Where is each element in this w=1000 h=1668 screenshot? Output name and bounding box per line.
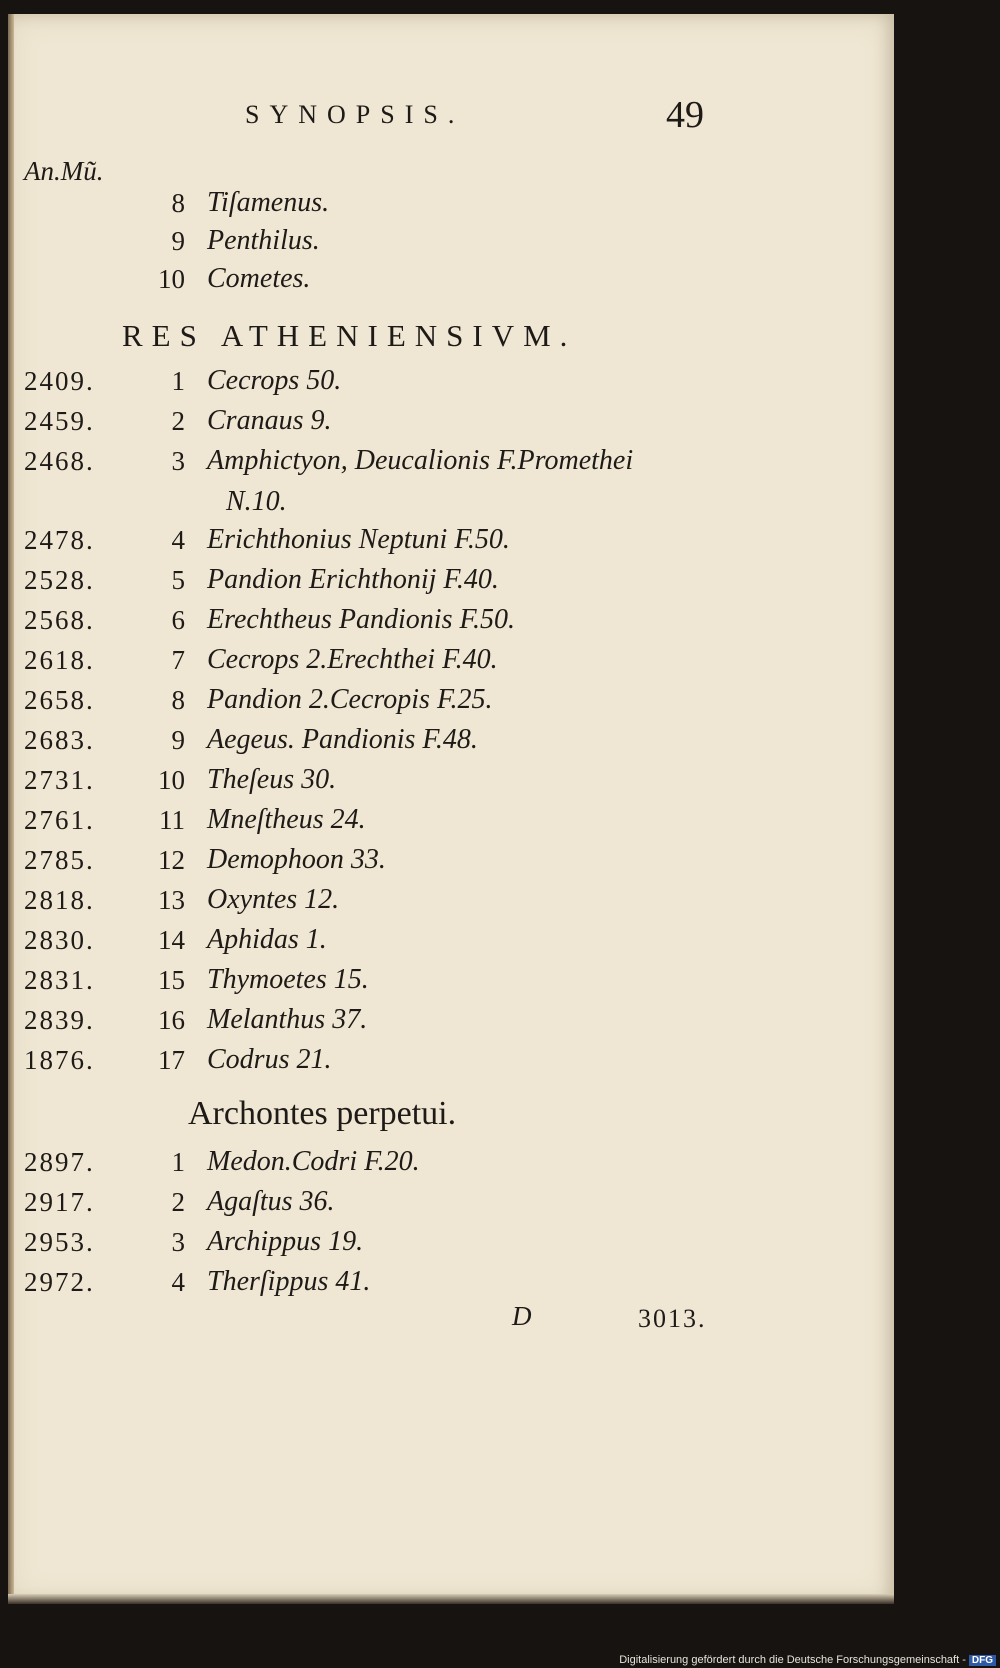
entry-number: 6 (171, 605, 185, 635)
entry-name: Therſippus 41. (207, 1266, 371, 1297)
entry-year: 2830. (24, 925, 95, 955)
entry-name: Cranaus 9. (207, 405, 332, 436)
entry-name: Cecrops 50. (207, 365, 342, 396)
entry-number: 1 (171, 366, 185, 396)
entry-name: Thymoetes 15. (207, 964, 369, 995)
entry-year: 2897. (24, 1147, 95, 1177)
entry-name: Codrus 21. (207, 1044, 332, 1075)
entry-number: 11 (159, 805, 185, 835)
entry-number: 17 (158, 1045, 185, 1075)
signature-mark: D (512, 1301, 532, 1331)
page-bottom-edge (8, 1594, 894, 1604)
entry-name: Amphictyon, Deucalionis F.Promethei (207, 445, 634, 476)
entry-name: Cecrops 2.Erechthei F.40. (207, 644, 498, 675)
entry-name: Pandion Erichthonij F.40. (207, 564, 499, 595)
entry-name: Oxyntes 12. (207, 884, 340, 915)
entry-name: Archippus 19. (207, 1226, 364, 1257)
entry-number: 1 (171, 1147, 185, 1177)
entry-name: Penthilus. (207, 225, 320, 256)
entry-number: 9 (171, 226, 185, 256)
entry-year: 2831. (24, 965, 95, 995)
entry-year: 2917. (24, 1187, 95, 1217)
entry-name: Tiſamenus. (207, 187, 330, 218)
entry-name: Aphidas 1. (207, 924, 327, 955)
entry-name: Cometes. (207, 263, 311, 294)
entry-year: 2409. (24, 366, 95, 396)
entry-name: Mneſtheus 24. (207, 804, 366, 835)
entry-year: 2618. (24, 645, 95, 675)
entry-name-continuation: N.10. (226, 486, 287, 517)
entry-year: 2953. (24, 1227, 95, 1257)
entry-name: Melanthus 37. (207, 1004, 368, 1035)
running-header: SYNOPSIS. (245, 100, 465, 129)
section-heading-athenians: RES ATHENIENSIVM. (122, 318, 577, 353)
column-heading: An.Mũ. (24, 156, 104, 186)
entry-number: 12 (158, 845, 185, 875)
entry-name: Pandion 2.Cecropis F.25. (207, 684, 493, 715)
entry-name: Agaſtus 36. (207, 1186, 335, 1217)
entry-year: 2658. (24, 685, 95, 715)
entry-year: 2785. (24, 845, 95, 875)
entry-number: 2 (171, 1187, 185, 1217)
entry-number: 13 (158, 885, 185, 915)
entry-year: 2459. (24, 406, 95, 436)
section-heading-archons: Archontes perpetui. (188, 1095, 457, 1132)
entry-number: 10 (158, 765, 185, 795)
entry-number: 16 (158, 1005, 185, 1035)
dfg-logo: DFG (969, 1655, 996, 1666)
entry-number: 7 (171, 645, 185, 675)
entry-year: 2478. (24, 525, 95, 555)
digitization-credit-text: Digitalisierung gefördert durch die Deutsche Forschungsgemeinschaft - (619, 1654, 966, 1666)
entry-year: 2731. (24, 765, 95, 795)
entry-name: Erechtheus Pandionis F.50. (207, 604, 515, 635)
entry-year: 2761. (24, 805, 95, 835)
entry-number: 2 (171, 406, 185, 436)
entry-number: 9 (171, 725, 185, 755)
entry-number: 14 (158, 925, 185, 955)
entry-number: 4 (171, 525, 185, 555)
digitization-credit (619, 1654, 996, 1666)
page-number: 49 (666, 94, 704, 136)
catchword: 3013. (638, 1304, 707, 1333)
entry-number: 10 (158, 264, 185, 294)
entry-number: 8 (171, 685, 185, 715)
entry-name: Aegeus. Pandionis F.48. (207, 724, 478, 755)
entry-number: 3 (171, 446, 185, 476)
page-spine-edge (8, 14, 14, 1602)
entry-number: 5 (171, 565, 185, 595)
entry-number: 8 (171, 188, 185, 218)
entry-number: 15 (158, 965, 185, 995)
entry-year: 2972. (24, 1267, 95, 1297)
entry-year: 2528. (24, 565, 95, 595)
entry-name: Demophoon 33. (207, 844, 386, 875)
entry-name: Theſeus 30. (207, 764, 337, 795)
entry-number: 4 (171, 1267, 185, 1297)
entry-name: Medon.Codri F.20. (207, 1146, 420, 1177)
entry-number: 3 (171, 1227, 185, 1257)
entry-year: 2839. (24, 1005, 95, 1035)
entry-year: 2468. (24, 446, 95, 476)
entry-year: 2683. (24, 725, 95, 755)
entry-year: 2818. (24, 885, 95, 915)
entry-year: 2568. (24, 605, 95, 635)
entry-name: Erichthonius Neptuni F.50. (207, 524, 510, 555)
entry-year: 1876. (24, 1045, 95, 1075)
